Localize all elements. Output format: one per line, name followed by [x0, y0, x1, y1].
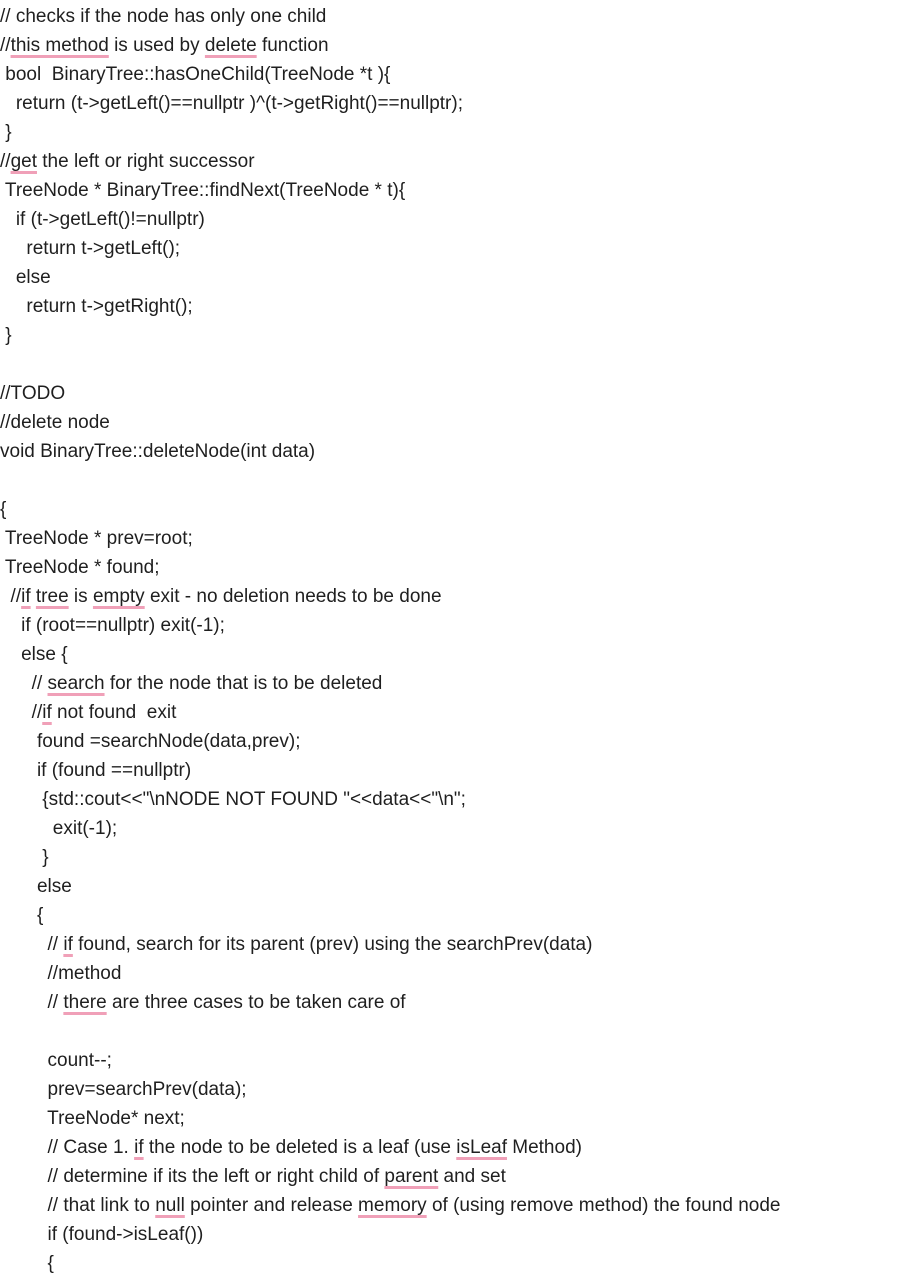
spellcheck-flagged-word: tree — [35, 586, 69, 607]
code-line — [0, 1220, 916, 1249]
code-text: else — [0, 876, 72, 897]
code-line — [0, 1249, 916, 1278]
code-text: // — [0, 934, 64, 955]
code-line — [0, 408, 916, 437]
code-line — [0, 321, 916, 350]
spellcheck-flagged-word: delete — [204, 35, 257, 56]
code-line — [0, 930, 916, 959]
code-line — [0, 727, 916, 756]
code-text: function — [256, 35, 329, 56]
code-line — [0, 2, 916, 31]
code-text: the left or right successor — [36, 151, 255, 172]
code-line — [0, 89, 916, 118]
code-text: is — [68, 586, 93, 607]
code-text: found, search for its parent (prev) using the searchPrev(data) — [72, 934, 593, 955]
code-text: } — [0, 847, 49, 868]
code-text: exit(-1); — [0, 818, 118, 839]
code-text: bool BinaryTree::hasOneChild(TreeNode *t ){ — [0, 64, 391, 85]
code-line — [0, 698, 916, 727]
spellcheck-flagged-word: null — [155, 1195, 185, 1216]
code-text: for the node that is to be deleted — [104, 673, 383, 694]
code-text: {std::cout<<"\nNODE NOT FOUND "<<data<<"\n"; — [0, 789, 466, 810]
code-line — [0, 1017, 916, 1046]
code-text: // Case 1. — [0, 1137, 135, 1158]
code-text: return (t->getLeft()==nullptr )^(t->getRight()==nullptr); — [0, 93, 463, 114]
code-line — [0, 205, 916, 234]
code-text: else — [0, 267, 51, 288]
code-text: // — [0, 151, 11, 172]
code-text: Method) — [506, 1137, 582, 1158]
code-text: TreeNode* next; — [0, 1108, 185, 1129]
spellcheck-flagged-word: if — [134, 1137, 144, 1158]
code-line — [0, 1104, 916, 1133]
code-line — [0, 1075, 916, 1104]
code-text: if (found->isLeaf()) — [0, 1224, 204, 1245]
code-line — [0, 901, 916, 930]
code-text: not found exit — [51, 702, 177, 723]
code-line — [0, 872, 916, 901]
code-text: // — [0, 586, 22, 607]
code-line — [0, 524, 916, 553]
code-line — [0, 466, 916, 495]
spellcheck-flagged-word: get — [10, 151, 37, 172]
code-line — [0, 959, 916, 988]
code-text: TreeNode * BinaryTree::findNext(TreeNode * t){ — [0, 180, 406, 201]
code-text: { — [0, 1253, 54, 1274]
code-text: // — [0, 673, 48, 694]
code-line — [0, 756, 916, 785]
code-line — [0, 640, 916, 669]
spellcheck-flagged-word: parent — [384, 1166, 439, 1187]
spellcheck-flagged-word: if — [21, 586, 31, 607]
code-text: exit - no deletion needs to be done — [144, 586, 442, 607]
code-line — [0, 1133, 916, 1162]
code-line — [0, 669, 916, 698]
code-text: if (found ==nullptr) — [0, 760, 192, 781]
code-line — [0, 176, 916, 205]
code-text: void BinaryTree::deleteNode(int data) — [0, 441, 316, 462]
code-line — [0, 1046, 916, 1075]
code-text: of (using remove method) the found node — [426, 1195, 781, 1216]
code-line — [0, 118, 916, 147]
code-text: and set — [438, 1166, 506, 1187]
spellcheck-flagged-word: this method — [10, 35, 109, 56]
code-line — [0, 611, 916, 640]
code-text: else { — [0, 644, 68, 665]
spellcheck-flagged-word: there — [63, 992, 107, 1013]
code-line — [0, 843, 916, 872]
code-line — [0, 1191, 916, 1220]
code-line — [0, 553, 916, 582]
spellcheck-flagged-word: if — [63, 934, 73, 955]
code-text: TreeNode * prev=root; — [0, 528, 193, 549]
code-text: // — [0, 992, 64, 1013]
code-line — [0, 31, 916, 60]
code-line — [0, 1162, 916, 1191]
code-line — [0, 147, 916, 176]
code-line — [0, 495, 916, 524]
spellcheck-flagged-word: isLeaf — [456, 1137, 507, 1158]
code-line — [0, 350, 916, 379]
code-text: //delete node — [0, 412, 110, 433]
code-text: pointer and release — [184, 1195, 359, 1216]
code-text: // determine if its the left or right child of — [0, 1166, 385, 1187]
code-line — [0, 234, 916, 263]
code-line — [0, 379, 916, 408]
spellcheck-flagged-word: memory — [358, 1195, 427, 1216]
code-text: prev=searchPrev(data); — [0, 1079, 247, 1100]
spellcheck-flagged-word: search — [47, 673, 105, 694]
spellcheck-flagged-word: empty — [92, 586, 145, 607]
code-line — [0, 785, 916, 814]
code-line — [0, 814, 916, 843]
code-text: are three cases to be taken care of — [106, 992, 406, 1013]
code-text: if (root==nullptr) exit(-1); — [0, 615, 225, 636]
code-text: { — [0, 905, 44, 926]
code-text: return t->getRight(); — [0, 296, 193, 317]
code-text: return t->getLeft(); — [0, 238, 181, 259]
code-text: } — [0, 122, 12, 143]
code-text: is used by — [108, 35, 205, 56]
code-text: // — [0, 35, 11, 56]
code-line — [0, 263, 916, 292]
spellcheck-flagged-word: if — [42, 702, 52, 723]
code-text: TreeNode * found; — [0, 557, 160, 578]
code-line — [0, 988, 916, 1017]
code-line — [0, 582, 916, 611]
code-text: found =searchNode(data,prev); — [0, 731, 301, 752]
code-line — [0, 60, 916, 89]
code-text: //TODO — [0, 383, 66, 404]
code-text: // — [0, 702, 43, 723]
code-text: the node to be deleted is a leaf (use — [143, 1137, 457, 1158]
code-text: // that link to — [0, 1195, 156, 1216]
code-text: if (t->getLeft()!=nullptr) — [0, 209, 205, 230]
code-text: } — [0, 325, 12, 346]
code-text: // checks if the node has only one child — [0, 6, 327, 27]
code-text: { — [0, 499, 7, 520]
code-line — [0, 437, 916, 466]
code-text: count--; — [0, 1050, 112, 1071]
code-line — [0, 292, 916, 321]
code-text: //method — [0, 963, 122, 984]
